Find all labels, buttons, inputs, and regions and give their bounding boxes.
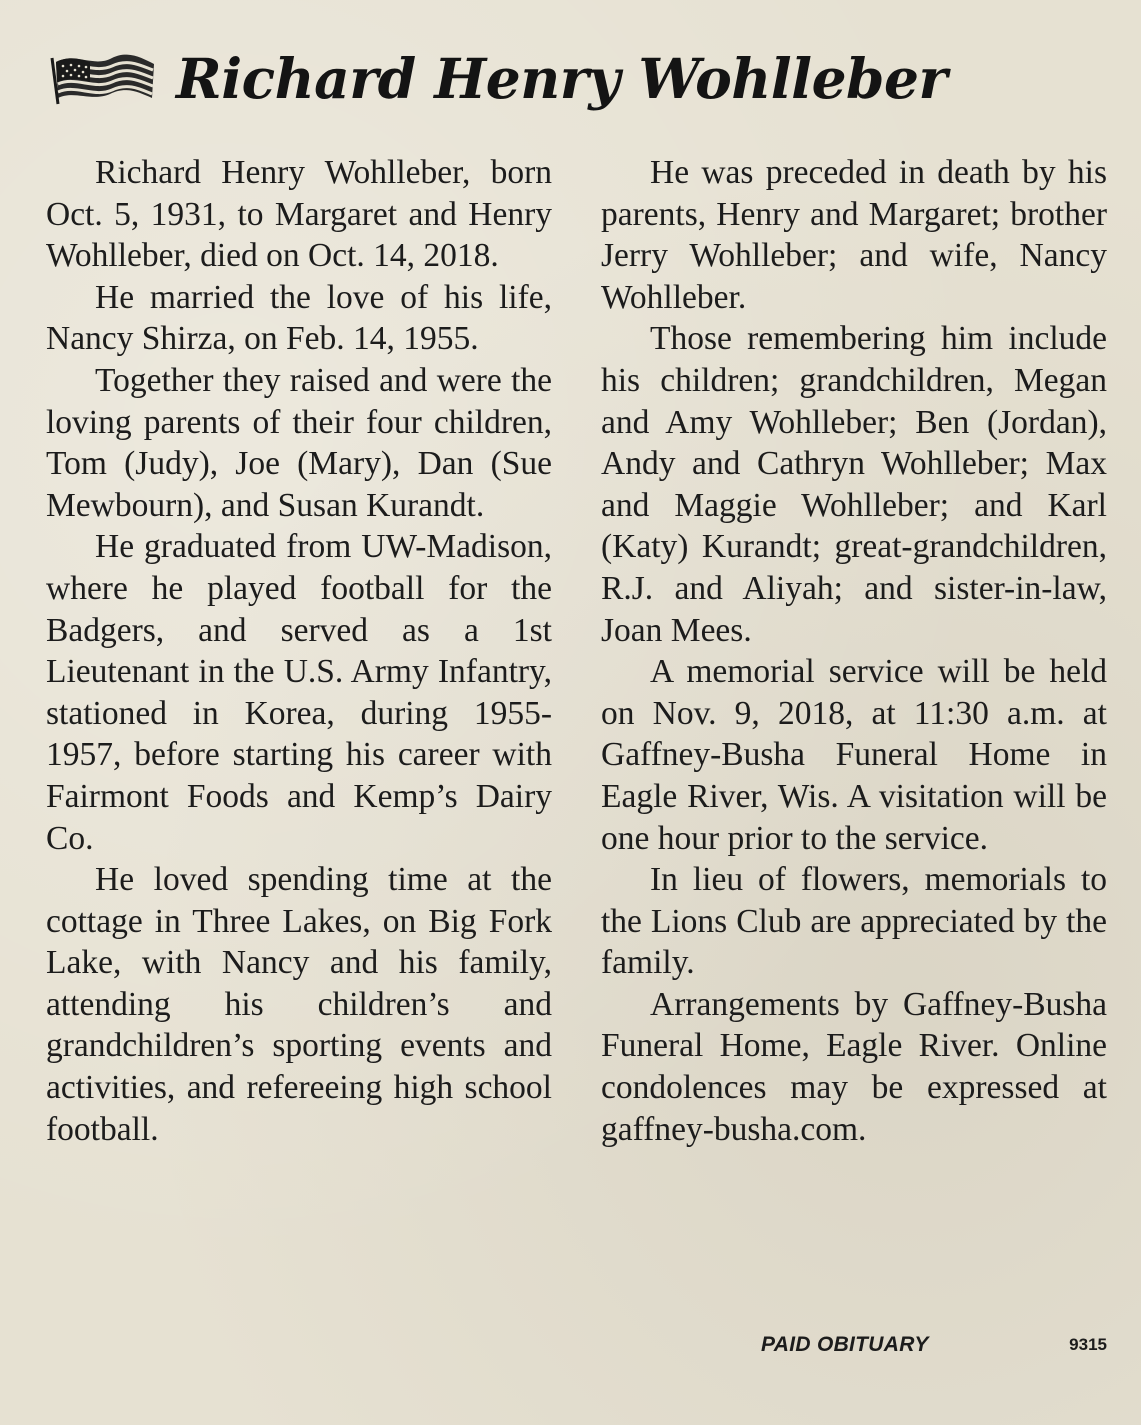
paragraph-career: He graduated from UW-Madison, where he played football for the Badgers, and served as a 1st Lieutenant in the U.S. Army Infantry, stationed in Korea, during 1955-1957, before starting his career with Fairmont Foods and Kemp’s Dairy Co. xyxy=(46,528,552,857)
right-column xyxy=(601,152,1107,1150)
paragraph-memorial-service: A memorial service will be held on Nov. 9, 2018, at 11:30 a.m. at Gaffney-Busha Funeral Home in Eagle River, Wis. A visitation will be one hour prior to the service. xyxy=(601,653,1107,857)
paragraph-children: Together they raised and were the loving parents of their four children, Tom (Judy), Joe (Mary), Dan (Sue Mewbourn), and Susan Kurandt. xyxy=(46,361,552,524)
headline xyxy=(50,38,1110,118)
footer xyxy=(601,1333,1107,1363)
paragraph-memorials: In lieu of flowers, memorials to the Lions Club are appreciated by the family. xyxy=(601,861,1107,982)
paragraph-survivors: Those remembering him include his children; grandchildren, Megan and Amy Wohlleber; Ben (Jordan), Andy and Cathryn Wohlleber; Max and Maggie Wohlleber; and Karl (Katy) Kurandt; great-grandchildren, R.J. and Aliyah; and sister-in-law, Joan Mees. xyxy=(601,320,1107,649)
paragraph-hobbies: He loved spending time at the cottage in Three Lakes, on Big Fork Lake, with Nancy and his family, attending his children’s and grandchildren’s sporting events and activities, and refereeing high school football. xyxy=(46,861,552,1148)
obituary-title: Richard Henry Wohlleber xyxy=(176,45,947,111)
paid-obituary-label: PAID OBITUARY xyxy=(761,1333,929,1356)
paragraph-marriage: He married the love of his life, Nancy Shirza, on Feb. 14, 1955. xyxy=(46,278,552,358)
ad-code: 9315 xyxy=(1069,1335,1107,1354)
paragraph-preceded: He was preceded in death by his parents, Henry and Margaret; brother Jerry Wohlleber; and wife, Nancy Wohlleber. xyxy=(601,154,1107,316)
american-flag-icon xyxy=(50,48,158,108)
paragraph-arrangements: Arrangements by Gaffney-Busha Funeral Home, Eagle River. Online condolences may be expressed at gaffney-busha.com. xyxy=(601,985,1107,1148)
left-column xyxy=(46,152,552,1150)
paragraph-birth-death: Richard Henry Wohlleber, born Oct. 5, 1931, to Margaret and Henry Wohlleber, died on Oct. 14, 2018. xyxy=(46,154,552,275)
